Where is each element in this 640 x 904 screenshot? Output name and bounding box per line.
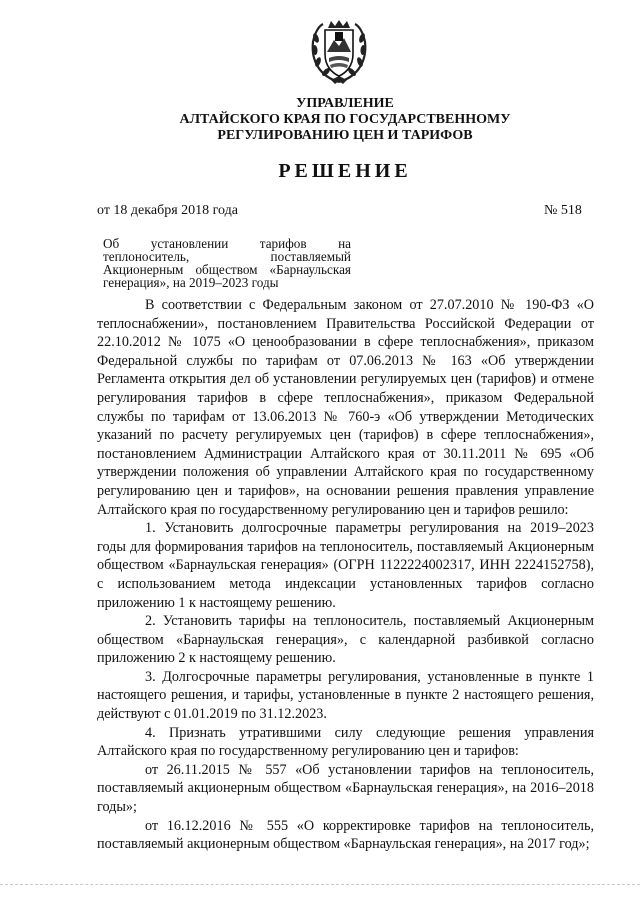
repealed-decision-1: от 26.11.2015 № 557 «Об установлении тарифов на теплоноситель, поставляемый акционерным обществом «Барнаульская генерация», на 2016–2018 годы»; [97, 761, 594, 816]
document-subject: Об установлении тарифов на теплоноситель, поставляемый Акционерным обществом «Барнаульская генерация», на 2019–2023 годы [103, 236, 351, 290]
coat-of-arms-icon [309, 18, 369, 86]
document-title: РЕШЕНИЕ [278, 160, 412, 182]
header-line-2: АЛТАЙСКОГО КРАЯ ПО ГОСУДАРСТВЕННОМУ [179, 112, 511, 127]
item-1-paragraph: 1. Установить долгосрочные параметры регулирования на 2019–2023 годы для формирования тарифов на теплоноситель, поставляемый Акционерным обществом «Барнаульская генерация» (ОГРН 1122224002317, ИНН 2224152758), с использованием метода индексации установленных тарифов согласно приложению 1 к настоящему решению. [97, 520, 594, 611]
authority-header [100, 96, 590, 144]
header-line-3: РЕГУЛИРОВАНИЮ ЦЕН И ТАРИФОВ [217, 128, 473, 143]
document-body [97, 296, 594, 854]
header-line-1: УПРАВЛЕНИЕ [296, 96, 394, 111]
item-4-paragraph: 4. Признать утратившими силу следующие решения управления Алтайского края по государственному регулированию цен и тарифов: [97, 724, 594, 760]
repealed-decision-2: от 16.12.2016 № 555 «О корректировке тарифов на теплоноситель, поставляемый акционерным обществом «Барнаульская генерация», на 2017 год»; [97, 817, 594, 853]
preamble-paragraph: В соответствии с Федеральным законом от 27.07.2010 № 190-ФЗ «О теплоснабжении», постановлением Правительства Российской Федерации от 22.10.2012 № 1075 «О ценообразовании в сфере теплоснабжения», приказом Федеральной службы по тарифам от 07.06.2013 № 163 «Об утверждении Регламента открытия дел об установлении регулируемых цен (тарифов) и отмене регулирования тарифов в сфере теплоснабжения», приказом Федеральной службы по тарифам от 13.06.2013 № 760-э «Об утверждении Методических указаний по расчету регулируемых цен (тарифов) в сфере теплоснабжения», постановлением Администрации Алтайского края от 30.11.2011 № 695 «Об утверждении положения об управлении Алтайского края по государственному регулированию цен и тарифов», на основании решения правления управление Алтайского края по государственному регулированию цен и тарифов решило: [97, 297, 594, 518]
page-divider [0, 884, 640, 886]
item-2-paragraph: 2. Установить тарифы на теплоноситель, поставляемый Акционерным обществом «Барнаульская генерация», с календарной разбивкой согласно приложению 2 к настоящему решению. [97, 613, 594, 667]
item-3-paragraph: 3. Долгосрочные параметры регулирования, установленные в пункте 1 настоящего решения, и тарифы, установленные в пункте 2 настоящего решения, действуют с 01.01.2019 по 31.12.2023. [97, 668, 594, 723]
document-number: № 518 [544, 203, 582, 218]
document-date: от 18 декабря 2018 года [97, 203, 238, 218]
